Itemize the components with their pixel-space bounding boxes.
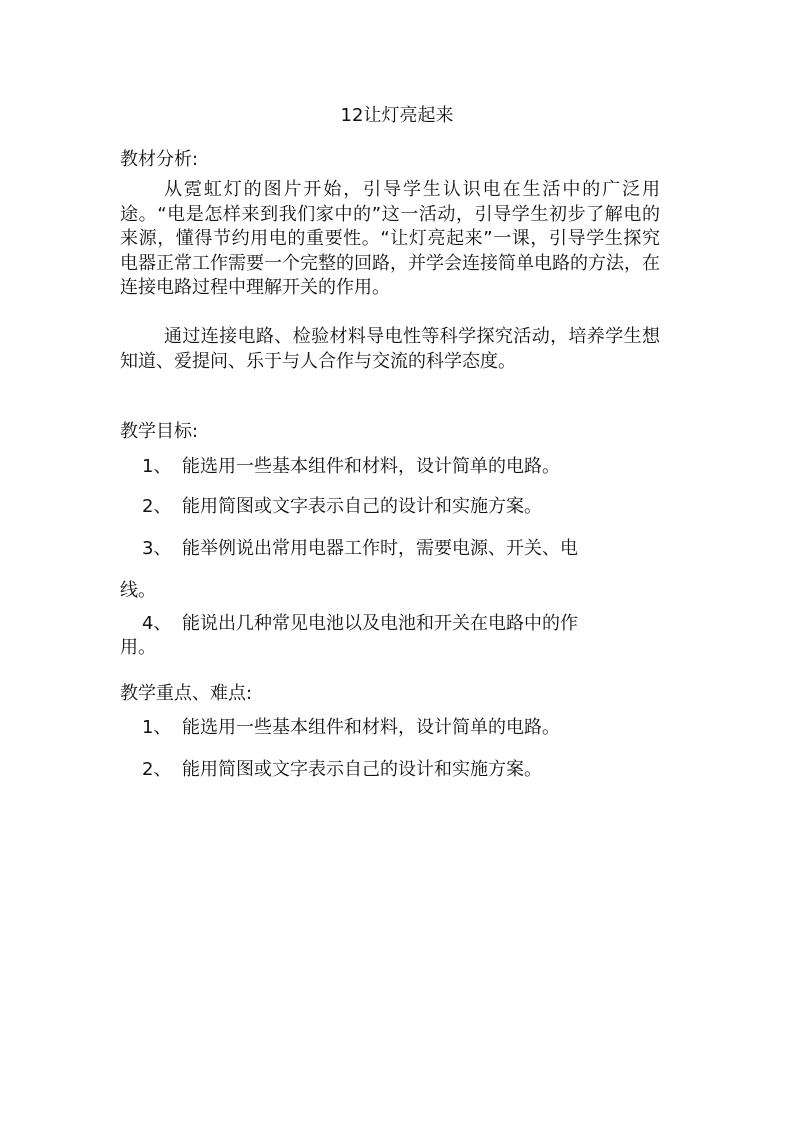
key-points-heading: 教学重点、难点: bbox=[120, 683, 253, 704]
key-point-item-2 bbox=[142, 758, 542, 782]
objectives-heading: 教学目标: bbox=[120, 421, 199, 442]
objective-number: 1、 bbox=[142, 456, 172, 477]
objective-number: 3、 bbox=[142, 538, 172, 559]
analysis-paragraph-1: 从霓虹灯的图片开始，引导学生认识电在生活中的广泛用途。“电是怎样来到我们家中的”这一活动，引导学生初步了解电的来源，懂得节约用电的重要性。“让灯亮起来”一课，引导学生探究电器正常工作需要一个完整的回路，并学会连接简单电路的方法，在连接电路过程中理解开关的作用。 bbox=[120, 179, 660, 298]
objective-text: 能用简图或文字表示自己的设计和实施方案。 bbox=[182, 496, 542, 517]
objective-item-4 bbox=[142, 612, 578, 636]
objective-item-2 bbox=[142, 495, 542, 519]
objective-item-3-continuation: 线。 bbox=[120, 580, 156, 601]
key-point-number: 2、 bbox=[142, 759, 172, 780]
key-point-text: 能选用一些基本组件和材料，设计简单的电路。 bbox=[182, 717, 560, 738]
document-title: 12让灯亮起来 bbox=[340, 105, 454, 126]
key-point-item-1 bbox=[142, 716, 560, 740]
objective-number: 4、 bbox=[142, 613, 172, 634]
objective-item-4-continuation: 用。 bbox=[120, 637, 156, 658]
analysis-heading: 教材分析: bbox=[120, 149, 199, 170]
objective-text: 能说出几种常见电池以及电池和开关在电路中的作 bbox=[182, 613, 578, 634]
key-point-text: 能用简图或文字表示自己的设计和实施方案。 bbox=[182, 759, 542, 780]
objective-text: 能举例说出常用电器工作时，需要电源、开关、电 bbox=[182, 538, 578, 559]
analysis-paragraph-2: 通过连接电路、检验材料导电性等科学探究活动，培养学生想知道、爱提问、乐于与人合作与交流的科学态度。 bbox=[120, 326, 660, 372]
objective-text: 能选用一些基本组件和材料，设计简单的电路。 bbox=[182, 456, 560, 477]
objective-number: 2、 bbox=[142, 496, 172, 517]
objective-item-1 bbox=[142, 455, 560, 479]
objective-item-3 bbox=[142, 537, 578, 561]
key-point-number: 1、 bbox=[142, 717, 172, 738]
